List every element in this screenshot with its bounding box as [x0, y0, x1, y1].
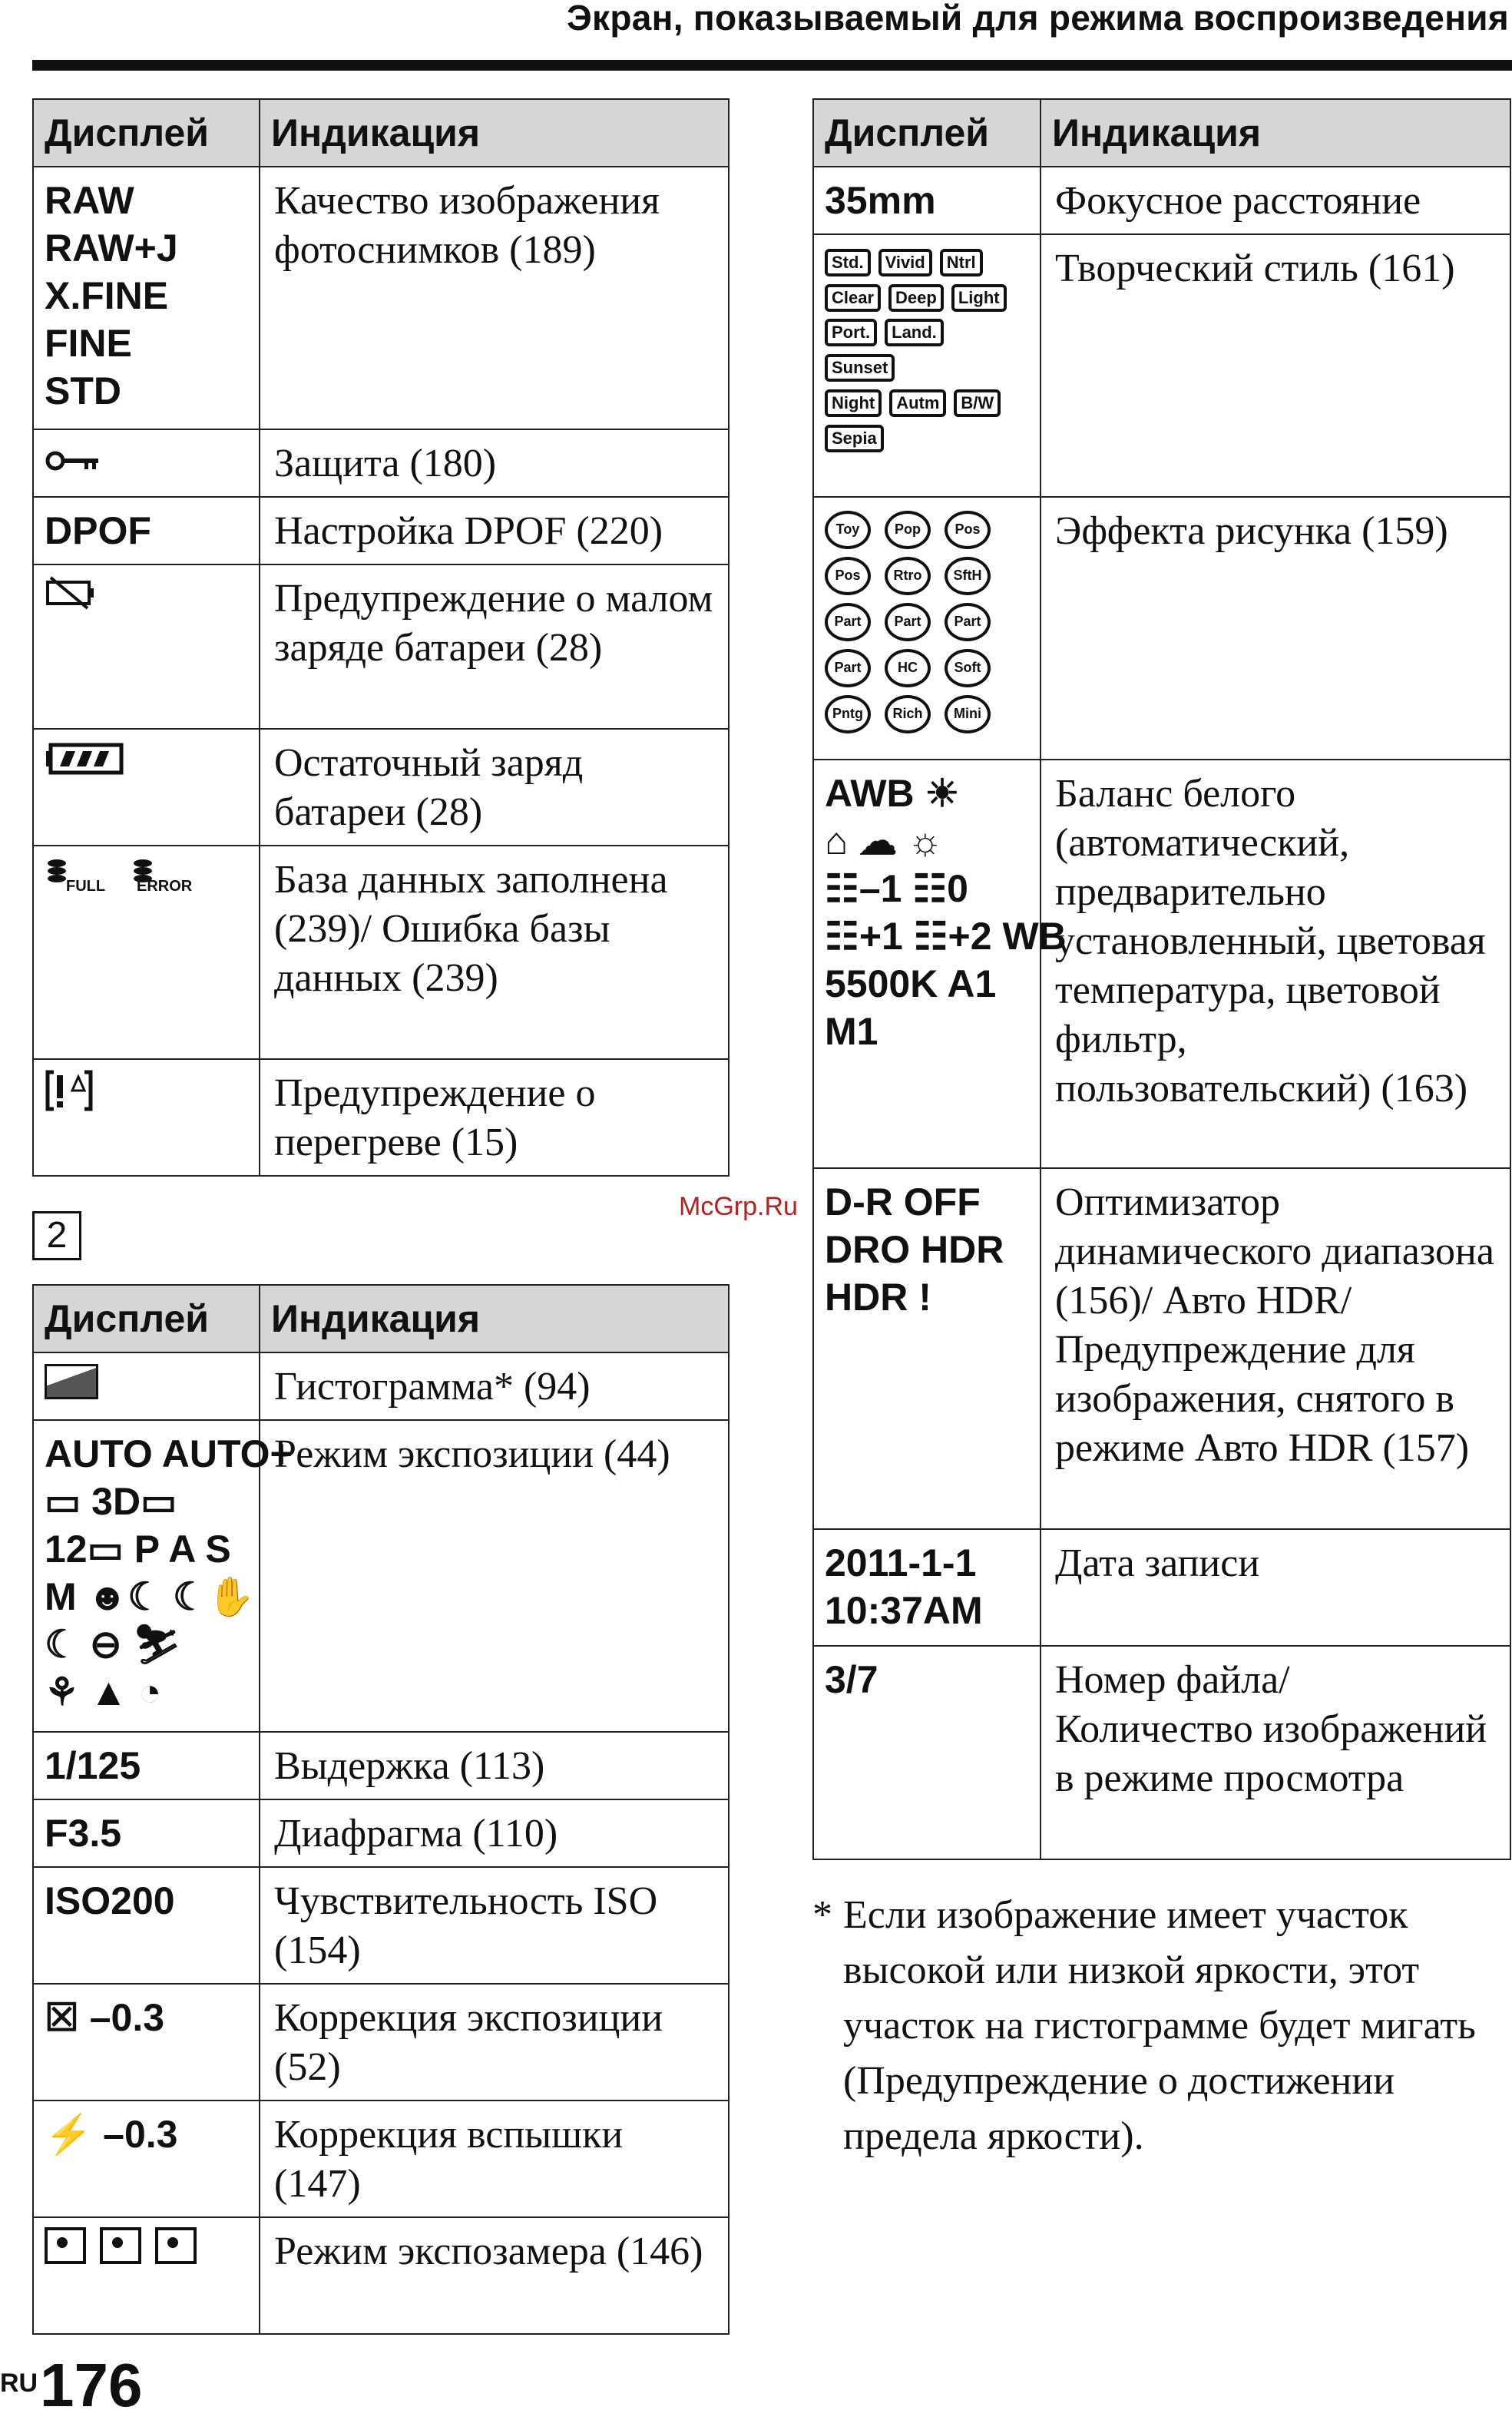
quality-std: STD [45, 369, 121, 412]
indication-cell: Чувствительность ISO (154) [260, 1867, 729, 1984]
table-row [33, 729, 729, 846]
table-row [813, 1168, 1510, 1529]
table-row [33, 429, 729, 497]
quality-fine: FINE [45, 322, 132, 365]
display-cell [33, 167, 260, 429]
header-rule [32, 60, 1512, 71]
white-balance-icons: AWB ☀ ⌂ ☁ ☼ ☷–1 ☷0 ☷+1 ☷+2 WB 5500K A1 M1 [813, 760, 1041, 1168]
indication-cell: Коррекция вспышки (147) [260, 2101, 729, 2217]
table-row [813, 1529, 1510, 1646]
indication-cell: Баланс белого (автоматический, предварительно установленный, цветовая температура, цветовой фильтр, пользовательский) (163) [1041, 760, 1510, 1168]
table-image-settings [812, 98, 1511, 1860]
display-cell: DPOF [33, 497, 260, 564]
table-row [813, 167, 1510, 234]
exposure-comp-display: ☒ –0.3 [33, 1984, 260, 2101]
page-lang: RU [0, 2369, 38, 2398]
dro-hdr-icons: D-R OFF DRO HDR HDR ! [813, 1168, 1041, 1529]
table-row [33, 2217, 729, 2334]
table-row [33, 167, 729, 429]
exposure-mode-icons: AUTO AUTO+ ▭ 3D▭ 12▭ P A S M ☻☾ ☾✋ ☾ ⊖ ⛷ ⚘ ▲ ◔ [33, 1420, 260, 1732]
indication-cell: Фокусное расстояние [1041, 167, 1510, 234]
database-icons [45, 867, 213, 910]
table-row [33, 1059, 729, 1176]
svg-text:FULL: FULL [66, 878, 106, 895]
table-row [33, 1732, 729, 1799]
indication-cell: Номер файла/ Количество изображений в режиме просмотра [1041, 1646, 1510, 1859]
indication-cell: База данных заполнена (239)/ Ошибка базы данных (239) [260, 846, 729, 1059]
table-row [813, 497, 1510, 760]
metering-center-icon [100, 2227, 141, 2264]
watermark: McGrp.Ru [679, 1192, 798, 1221]
metering-icons [45, 2230, 210, 2273]
col-header-indication: Индикация [1041, 99, 1510, 167]
svg-text:ERROR: ERROR [137, 878, 193, 895]
table-row [33, 1799, 729, 1867]
footnote-star: * [812, 1893, 832, 1937]
picture-effect-icons: Toy Pop Pos Pos Rtro SftH Part Part Part Part HC Soft Pntg Rich Mini [813, 497, 1041, 760]
indication-cell: Дата записи [1041, 1529, 1510, 1646]
page-number: 176 [40, 2351, 143, 2419]
indication-cell: Настройка DPOF (220) [260, 497, 729, 564]
col-header-display: Дисплей [33, 1285, 260, 1352]
indication-cell: Творческий стиль (161) [1041, 234, 1510, 497]
record-date-display: 2011-1-1 10:37AM [813, 1529, 1041, 1646]
indication-cell: Качество изображения фотоснимков (189) [260, 167, 729, 429]
table-row [813, 1646, 1510, 1859]
indication-cell: Коррекция экспозиции (52) [260, 1984, 729, 2101]
display-cell: 1/125 [33, 1732, 260, 1799]
display-cell: ISO200 [33, 1867, 260, 1984]
table-row [33, 564, 729, 729]
indication-cell: Гистограмма* (94) [260, 1352, 729, 1420]
indication-cell: Диафрагма (110) [260, 1799, 729, 1867]
table-row [813, 760, 1510, 1168]
table-row [33, 1420, 729, 1732]
flash-comp-display: ⚡ –0.3 [33, 2101, 260, 2217]
col-header-indication: Индикация [260, 1285, 729, 1352]
overheat-icon [45, 1078, 94, 1121]
table-exposure [32, 1284, 730, 2335]
section-marker: 2 [32, 1211, 81, 1260]
col-header-indication: Индикация [260, 99, 729, 167]
col-header-display: Дисплей [813, 99, 1041, 167]
indication-cell: Предупреждение о малом заряде батареи (28) [260, 564, 729, 729]
page-header-title: Экран, показываемый для режима воспроизведения [567, 0, 1509, 38]
col-header-display: Дисплей [33, 99, 260, 167]
key-icon [45, 442, 101, 485]
indication-cell: Оптимизатор динамического диапазона (156)/ Авто HDR/ Предупреждение для изображения, снятого в режиме Авто HDR (157) [1041, 1168, 1510, 1529]
battery-full-icon [45, 741, 124, 784]
quality-xfine: X.FINE [45, 274, 169, 317]
table-row [33, 1867, 729, 1984]
table-row [33, 497, 729, 564]
indication-cell: Выдержка (113) [260, 1732, 729, 1799]
histogram-icon [45, 1364, 98, 1399]
indication-cell: Режим экспозиции (44) [260, 1420, 729, 1732]
indication-cell: Остаточный заряд батареи (28) [260, 729, 729, 846]
indication-cell: Защита (180) [260, 429, 729, 497]
metering-multi-icon [45, 2227, 86, 2264]
table-row [33, 1352, 729, 1420]
table-row [33, 1984, 729, 2101]
footnote-text: Если изображение имеет участок высокой или низкой яркости, этот участок на гистограмме будет мигать (Предупреждение о достижении предела яркости). [843, 1893, 1476, 2158]
footnote [812, 1888, 1507, 2164]
indication-cell: Эффекта рисунка (159) [1041, 497, 1510, 760]
creative-style-icons: Std. Vivid Ntrl Clear Deep Light Port. Land.Sunset Night Autm B/W Sepia [813, 234, 1041, 497]
display-cell: F3.5 [33, 1799, 260, 1867]
metering-spot-icon [155, 2227, 197, 2264]
table-quality-protection [32, 98, 730, 1177]
table-row [33, 2101, 729, 2217]
table-row [33, 846, 729, 1059]
quality-raw: RAW [45, 179, 134, 222]
file-number-display: 3/7 [813, 1646, 1041, 1859]
table-row [813, 234, 1510, 497]
indication-cell: Режим экспозамера (146) [260, 2217, 729, 2334]
indication-cell: Предупреждение о перегреве (15) [260, 1059, 729, 1176]
quality-rawj: RAW+J [45, 227, 178, 270]
battery-low-icon [45, 577, 98, 620]
display-cell: 35mm [813, 167, 1041, 234]
